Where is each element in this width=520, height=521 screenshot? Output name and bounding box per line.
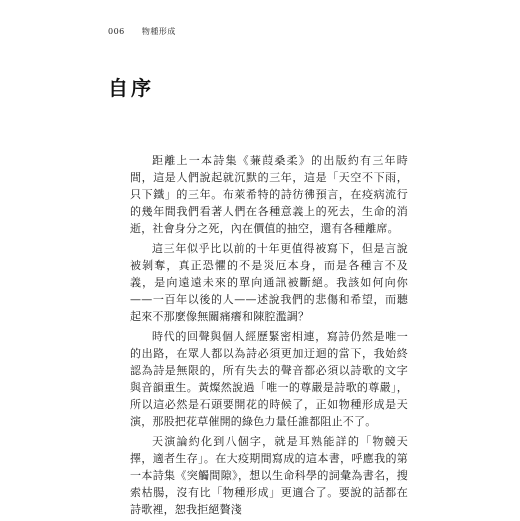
body-text [130,152,408,521]
running-head [108,26,176,37]
paragraph: 這三年似乎比以前的十年更值得被寫下，但是言說被剝奪，真正恐懼的不是災厄本身，而是各種言不及義，是向遠遠未來的單向通訊被斷絕。我該如何向你——一百年以後的人——述說我們的悲傷和希望，而聽起來不那麼像無關痛癢和陳腔濫調？ [130,242,408,323]
paragraph: 天演論約化到八個字，就是耳熟能詳的「物競天擇，適者生存」。在大疫期間寫成的這本書，呼應我的第一本詩集《突觸間隙》，想以生命科學的詞彙為書名，搜索枯腸，沒有比「物種形成」更適合了。要說的話都在詩歌裡，恕我拒絕贅淺 [130,435,408,516]
page-number: 006 [108,27,125,36]
book-title: 物種形成 [141,27,176,36]
paragraph: 距離上一本詩集《蒹葭桑柔》的出版約有三年時間，這是人們說起就沉默的三年，這是「天空不下雨，只下鐵」的三年。布萊希特的詩彷彿預言，在疫病流行的幾年間我們看著人們在各種意義上的死去，生命的消逝，社會身分之死，內在價值的抽空，還有各種離席。 [130,154,408,235]
chapter-title: 自序 [108,76,154,100]
paragraph: 時代的回聲與個人經歷緊密相連，寫詩仍然是唯一的出路，在眾人都以為詩必須更加迂迴的當下，我始終認為詩是無限的，所有失去的聲音都必須以詩歌的文字與音韻重生。黃燦然說過「唯一的尊嚴是詩歌的尊嚴」，所以這必然是石頭要開花的時候了，正如物種形成是天演，那股把花草催開的綠色力量任誰都阻止不了。 [130,330,408,428]
